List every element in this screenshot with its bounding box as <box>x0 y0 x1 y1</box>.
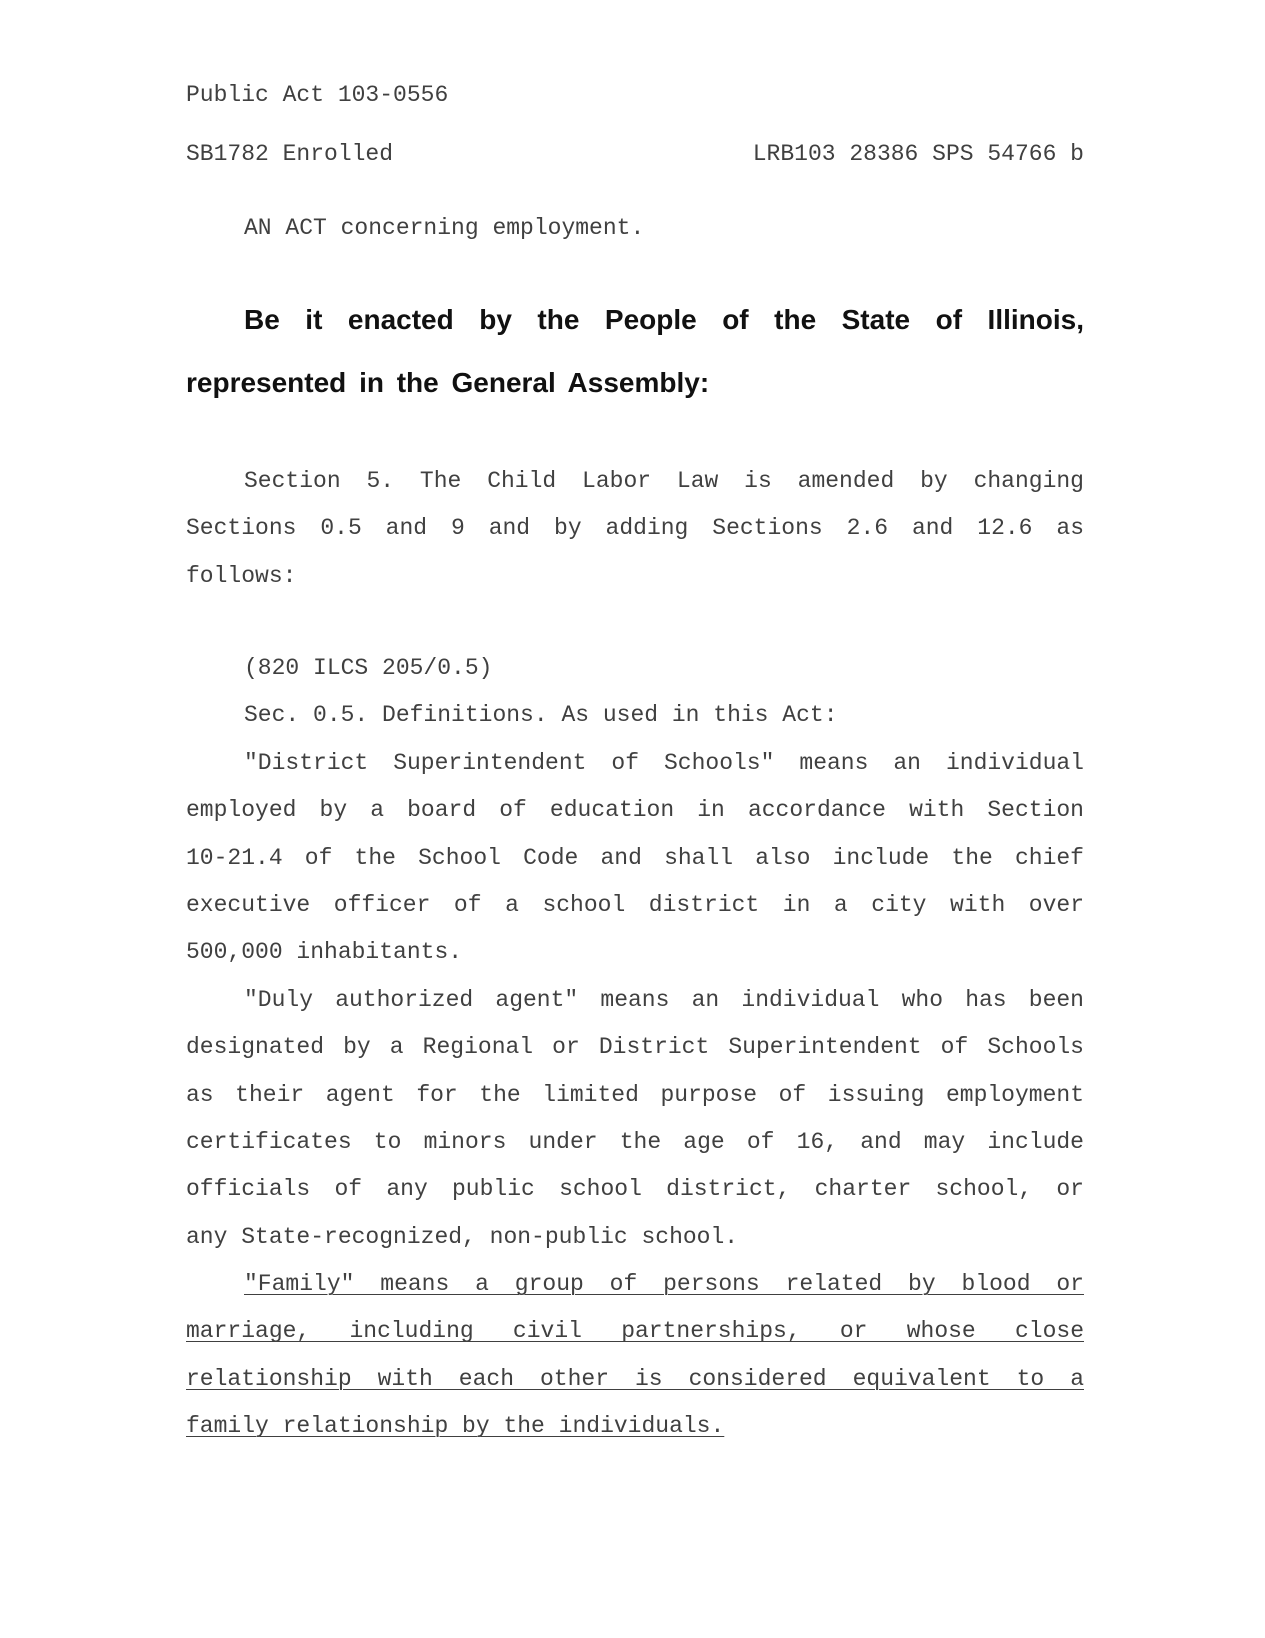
paragraph-line: any State-recognized, non-public school. <box>186 1223 739 1250</box>
paragraph-line: employed by a board of education in accordance with Section <box>186 797 1084 824</box>
paragraph-line: executive officer of a school district in a city with over <box>186 891 1084 918</box>
underlined-added-text: family relationship by the individuals. <box>186 1413 725 1440</box>
paragraph-line: 500,000 inhabitants. <box>186 939 463 966</box>
paragraph-line: "Duly authorized agent" means an individual who has been <box>244 986 1084 1013</box>
bill-identifier: SB1782 Enrolled <box>186 141 394 167</box>
underlined-added-line: "Family" means a group of persons related by blood or <box>244 1271 1084 1298</box>
act-title: AN ACT concerning employment. <box>244 215 645 241</box>
paragraph-line: follows: <box>186 562 297 589</box>
enacting-clause-line-2: represented in the General Assembly: <box>186 367 710 398</box>
underlined-added-line <box>186 1403 1084 1450</box>
underlined-added-line: marriage, including civil partnerships, or whose close <box>186 1318 1084 1345</box>
definition-district-superintendent <box>186 740 1084 977</box>
statute-citation: (820 ILCS 205/0.5) <box>244 655 493 681</box>
section-heading: Sec. 0.5. Definitions. As used in this Act: <box>244 702 838 729</box>
section-5-paragraph <box>186 458 1084 600</box>
definition-duly-authorized-agent <box>186 977 1084 1261</box>
paragraph-line: "District Superintendent of Schools" means an individual <box>244 749 1084 776</box>
paragraph-line: 10-21.4 of the School Code and shall also include the chief <box>186 844 1084 871</box>
paragraph-line: designated by a Regional or District Superintendent of Schools <box>186 1034 1084 1061</box>
paragraph-line: Sections 0.5 and 9 and by adding Sections 2.6 and 12.6 as <box>186 515 1084 542</box>
enacting-clause-line-1: Be it enacted by the People of the State of Illinois, <box>244 304 1084 335</box>
paragraph-line: as their agent for the limited purpose of issuing employment <box>186 1081 1084 1108</box>
paragraph-line: certificates to minors under the age of 16, and may include <box>186 1128 1084 1155</box>
paragraph-line: officials of any public school district, charter school, or <box>186 1176 1084 1203</box>
lrb-code: LRB103 28386 SPS 54766 b <box>752 141 1084 167</box>
definition-family-added-text <box>186 1261 1084 1451</box>
underlined-added-line: relationship with each other is considered equivalent to a <box>186 1365 1084 1392</box>
public-act-number: Public Act 103-0556 <box>186 82 449 108</box>
section-0-5-block <box>186 645 1084 1451</box>
paragraph-line: Section 5. The Child Labor Law is amended by changing <box>244 468 1084 494</box>
